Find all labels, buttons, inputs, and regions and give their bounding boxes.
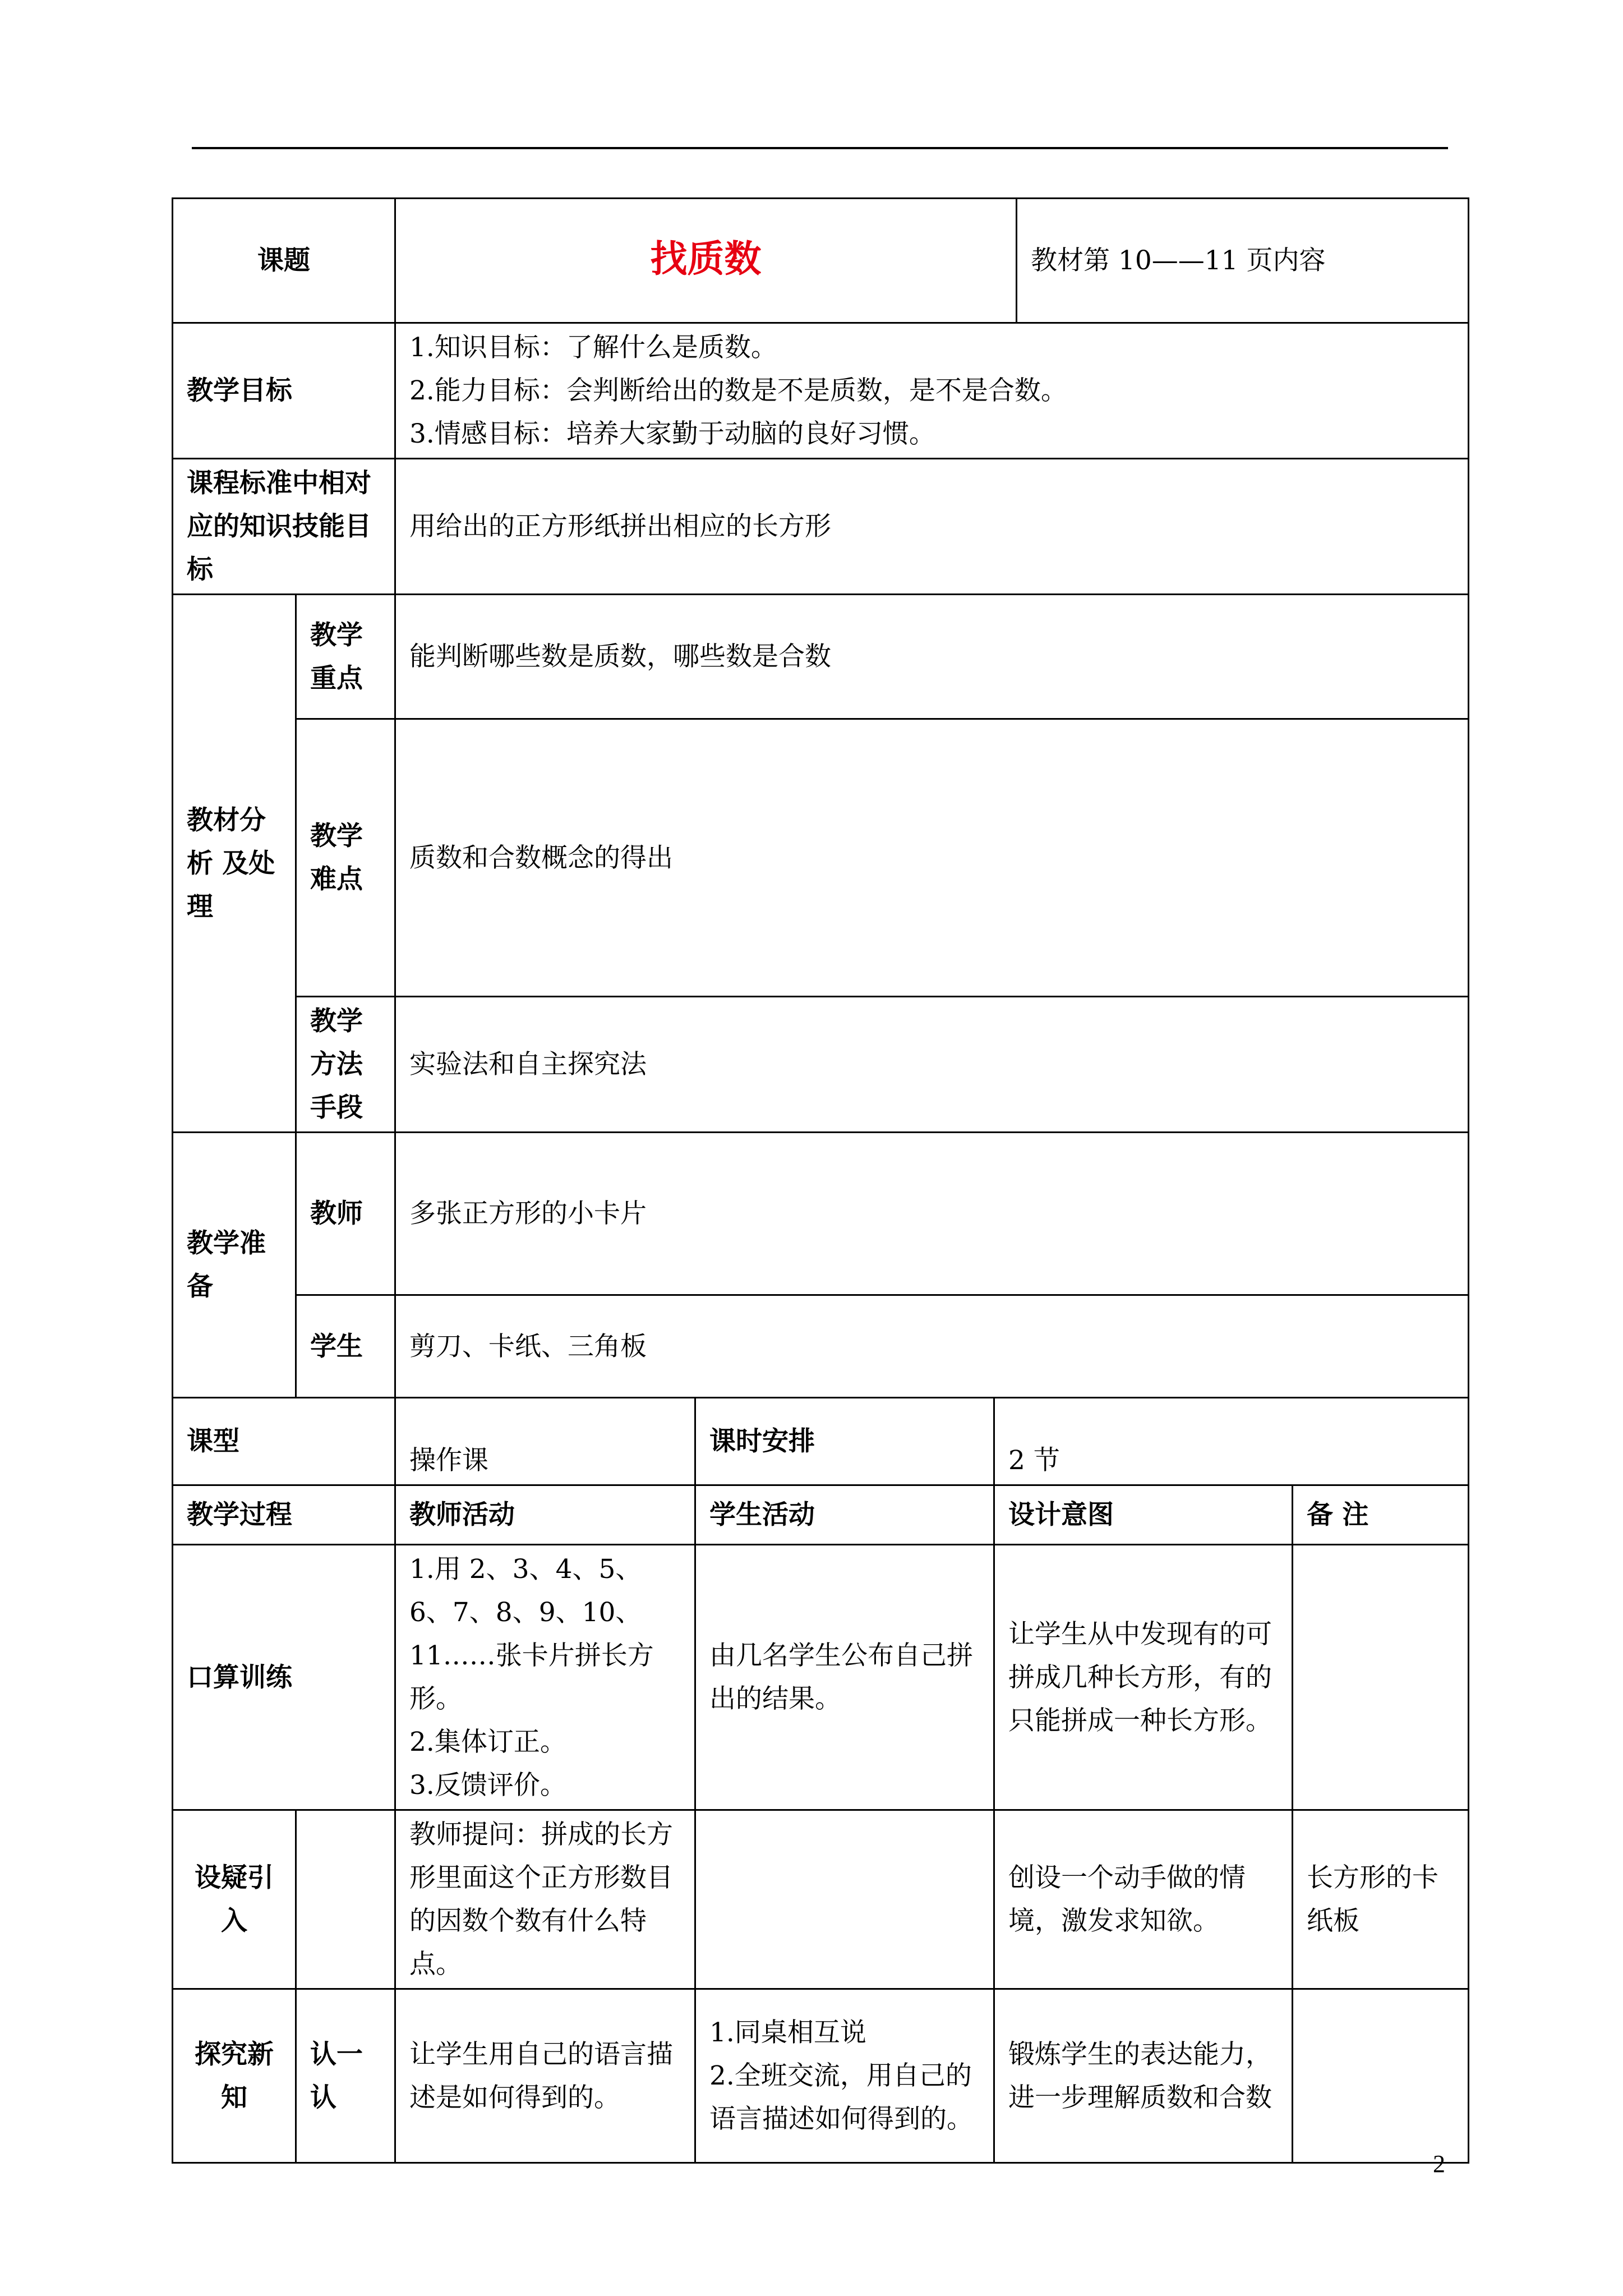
method-label: 教学方法手段 bbox=[296, 997, 395, 1133]
analysis-label: 教材分析 及处理 bbox=[173, 595, 296, 1133]
process-stage: 口算训练 bbox=[173, 1545, 395, 1810]
activity-item: 1.用 2、3、4、5、6、7、8、9、10、11……张卡片拼长方形。 bbox=[409, 1554, 654, 1714]
process-teacher-activity: 让学生用自己的语言描述是如何得到的。 bbox=[395, 1989, 695, 2163]
topic-title-text: 找质数 bbox=[650, 237, 762, 280]
standards-row bbox=[173, 459, 1469, 595]
student-prep-row bbox=[173, 1295, 1469, 1398]
objectives-row bbox=[173, 323, 1469, 459]
teacher-prep-content: 多张正方形的小卡片 bbox=[395, 1133, 1469, 1295]
objective-item: 1.知识目标：了解什么是质数。 bbox=[409, 332, 777, 363]
page-number: 2 bbox=[1433, 2150, 1445, 2178]
process-student-activity bbox=[695, 1989, 994, 2163]
student-prep-label: 学生 bbox=[296, 1295, 395, 1398]
method-content: 实验法和自主探究法 bbox=[395, 997, 1469, 1133]
process-header-teacher: 教师活动 bbox=[395, 1485, 695, 1545]
title-row bbox=[173, 199, 1469, 323]
process-row bbox=[173, 1810, 1469, 1989]
process-intent: 让学生从中发现有的可拼成几种长方形，有的只能拼成一种长方形。 bbox=[994, 1545, 1293, 1810]
process-stage: 探究新知 bbox=[173, 1989, 296, 2163]
process-teacher-activity bbox=[395, 1545, 695, 1810]
objective-item: 2.能力目标：会判断给出的数是不是质数，是不是合数。 bbox=[409, 375, 1067, 406]
process-student-activity: 由几名学生公布自己拼出的结果。 bbox=[695, 1545, 994, 1810]
topic-label: 课题 bbox=[173, 199, 395, 323]
preparation-label: 教学准备 bbox=[173, 1133, 296, 1398]
activity-item: 2.全班交流，用自己的语言描述如何得到的。 bbox=[709, 2060, 973, 2134]
key-point-content: 能判断哪些数是质数，哪些数是合数 bbox=[395, 595, 1469, 719]
difficulty-row bbox=[173, 719, 1469, 997]
teacher-prep-label: 教师 bbox=[296, 1133, 395, 1295]
process-header-row bbox=[173, 1485, 1469, 1545]
process-note bbox=[1293, 1545, 1469, 1810]
activity-item: 2.集体订正。 bbox=[409, 1727, 566, 1757]
method-row bbox=[173, 997, 1469, 1133]
objectives-content bbox=[395, 323, 1469, 459]
key-point-row bbox=[173, 595, 1469, 719]
header-rule bbox=[192, 147, 1448, 149]
process-note: 长方形的卡纸板 bbox=[1293, 1810, 1469, 1989]
process-note bbox=[1293, 1989, 1469, 2163]
topic-title bbox=[395, 199, 1017, 323]
process-student-activity bbox=[695, 1810, 994, 1989]
process-header-student: 学生活动 bbox=[695, 1485, 994, 1545]
activity-item: 1.同桌相互说 bbox=[709, 2017, 866, 2048]
lesson-hours-label: 课时安排 bbox=[695, 1398, 994, 1485]
key-point-label: 教学重点 bbox=[296, 595, 395, 719]
standards-content: 用给出的正方形纸拼出相应的长方形 bbox=[395, 459, 1469, 595]
lesson-plan-table bbox=[172, 197, 1469, 2164]
process-row bbox=[173, 1989, 1469, 2163]
lesson-type-label: 课型 bbox=[173, 1398, 395, 1485]
objectives-label: 教学目标 bbox=[173, 323, 395, 459]
process-header-note: 备 注 bbox=[1293, 1485, 1469, 1545]
lesson-type-row bbox=[173, 1398, 1469, 1485]
lesson-hours-value: 2 节 bbox=[994, 1398, 1469, 1485]
process-intent: 创设一个动手做的情境，激发求知欲。 bbox=[994, 1810, 1293, 1989]
process-substage bbox=[296, 1810, 395, 1989]
student-prep-content: 剪刀、卡纸、三角板 bbox=[395, 1295, 1469, 1398]
process-header-stage: 教学过程 bbox=[173, 1485, 395, 1545]
process-intent: 锻炼学生的表达能力，进一步理解质数和合数 bbox=[994, 1989, 1293, 2163]
process-teacher-activity: 教师提问：拼成的长方形里面这个正方形数目的因数个数有什么特点。 bbox=[395, 1810, 695, 1989]
difficulty-label: 教学难点 bbox=[296, 719, 395, 997]
process-row bbox=[173, 1545, 1469, 1810]
process-header-intent: 设计意图 bbox=[994, 1485, 1293, 1545]
process-stage: 设疑引入 bbox=[173, 1810, 296, 1989]
objective-item: 3.情感目标：培养大家勤于动脑的良好习惯。 bbox=[409, 418, 935, 449]
standards-label: 课程标准中相对应的知识技能目标 bbox=[173, 459, 395, 595]
textbook-ref: 教材第 10——11 页内容 bbox=[1017, 199, 1469, 323]
process-substage: 认一认 bbox=[296, 1989, 395, 2163]
lesson-type-value: 操作课 bbox=[395, 1398, 695, 1485]
activity-item: 3.反馈评价。 bbox=[409, 1770, 566, 1801]
teacher-prep-row bbox=[173, 1133, 1469, 1295]
difficulty-content: 质数和合数概念的得出 bbox=[395, 719, 1469, 997]
